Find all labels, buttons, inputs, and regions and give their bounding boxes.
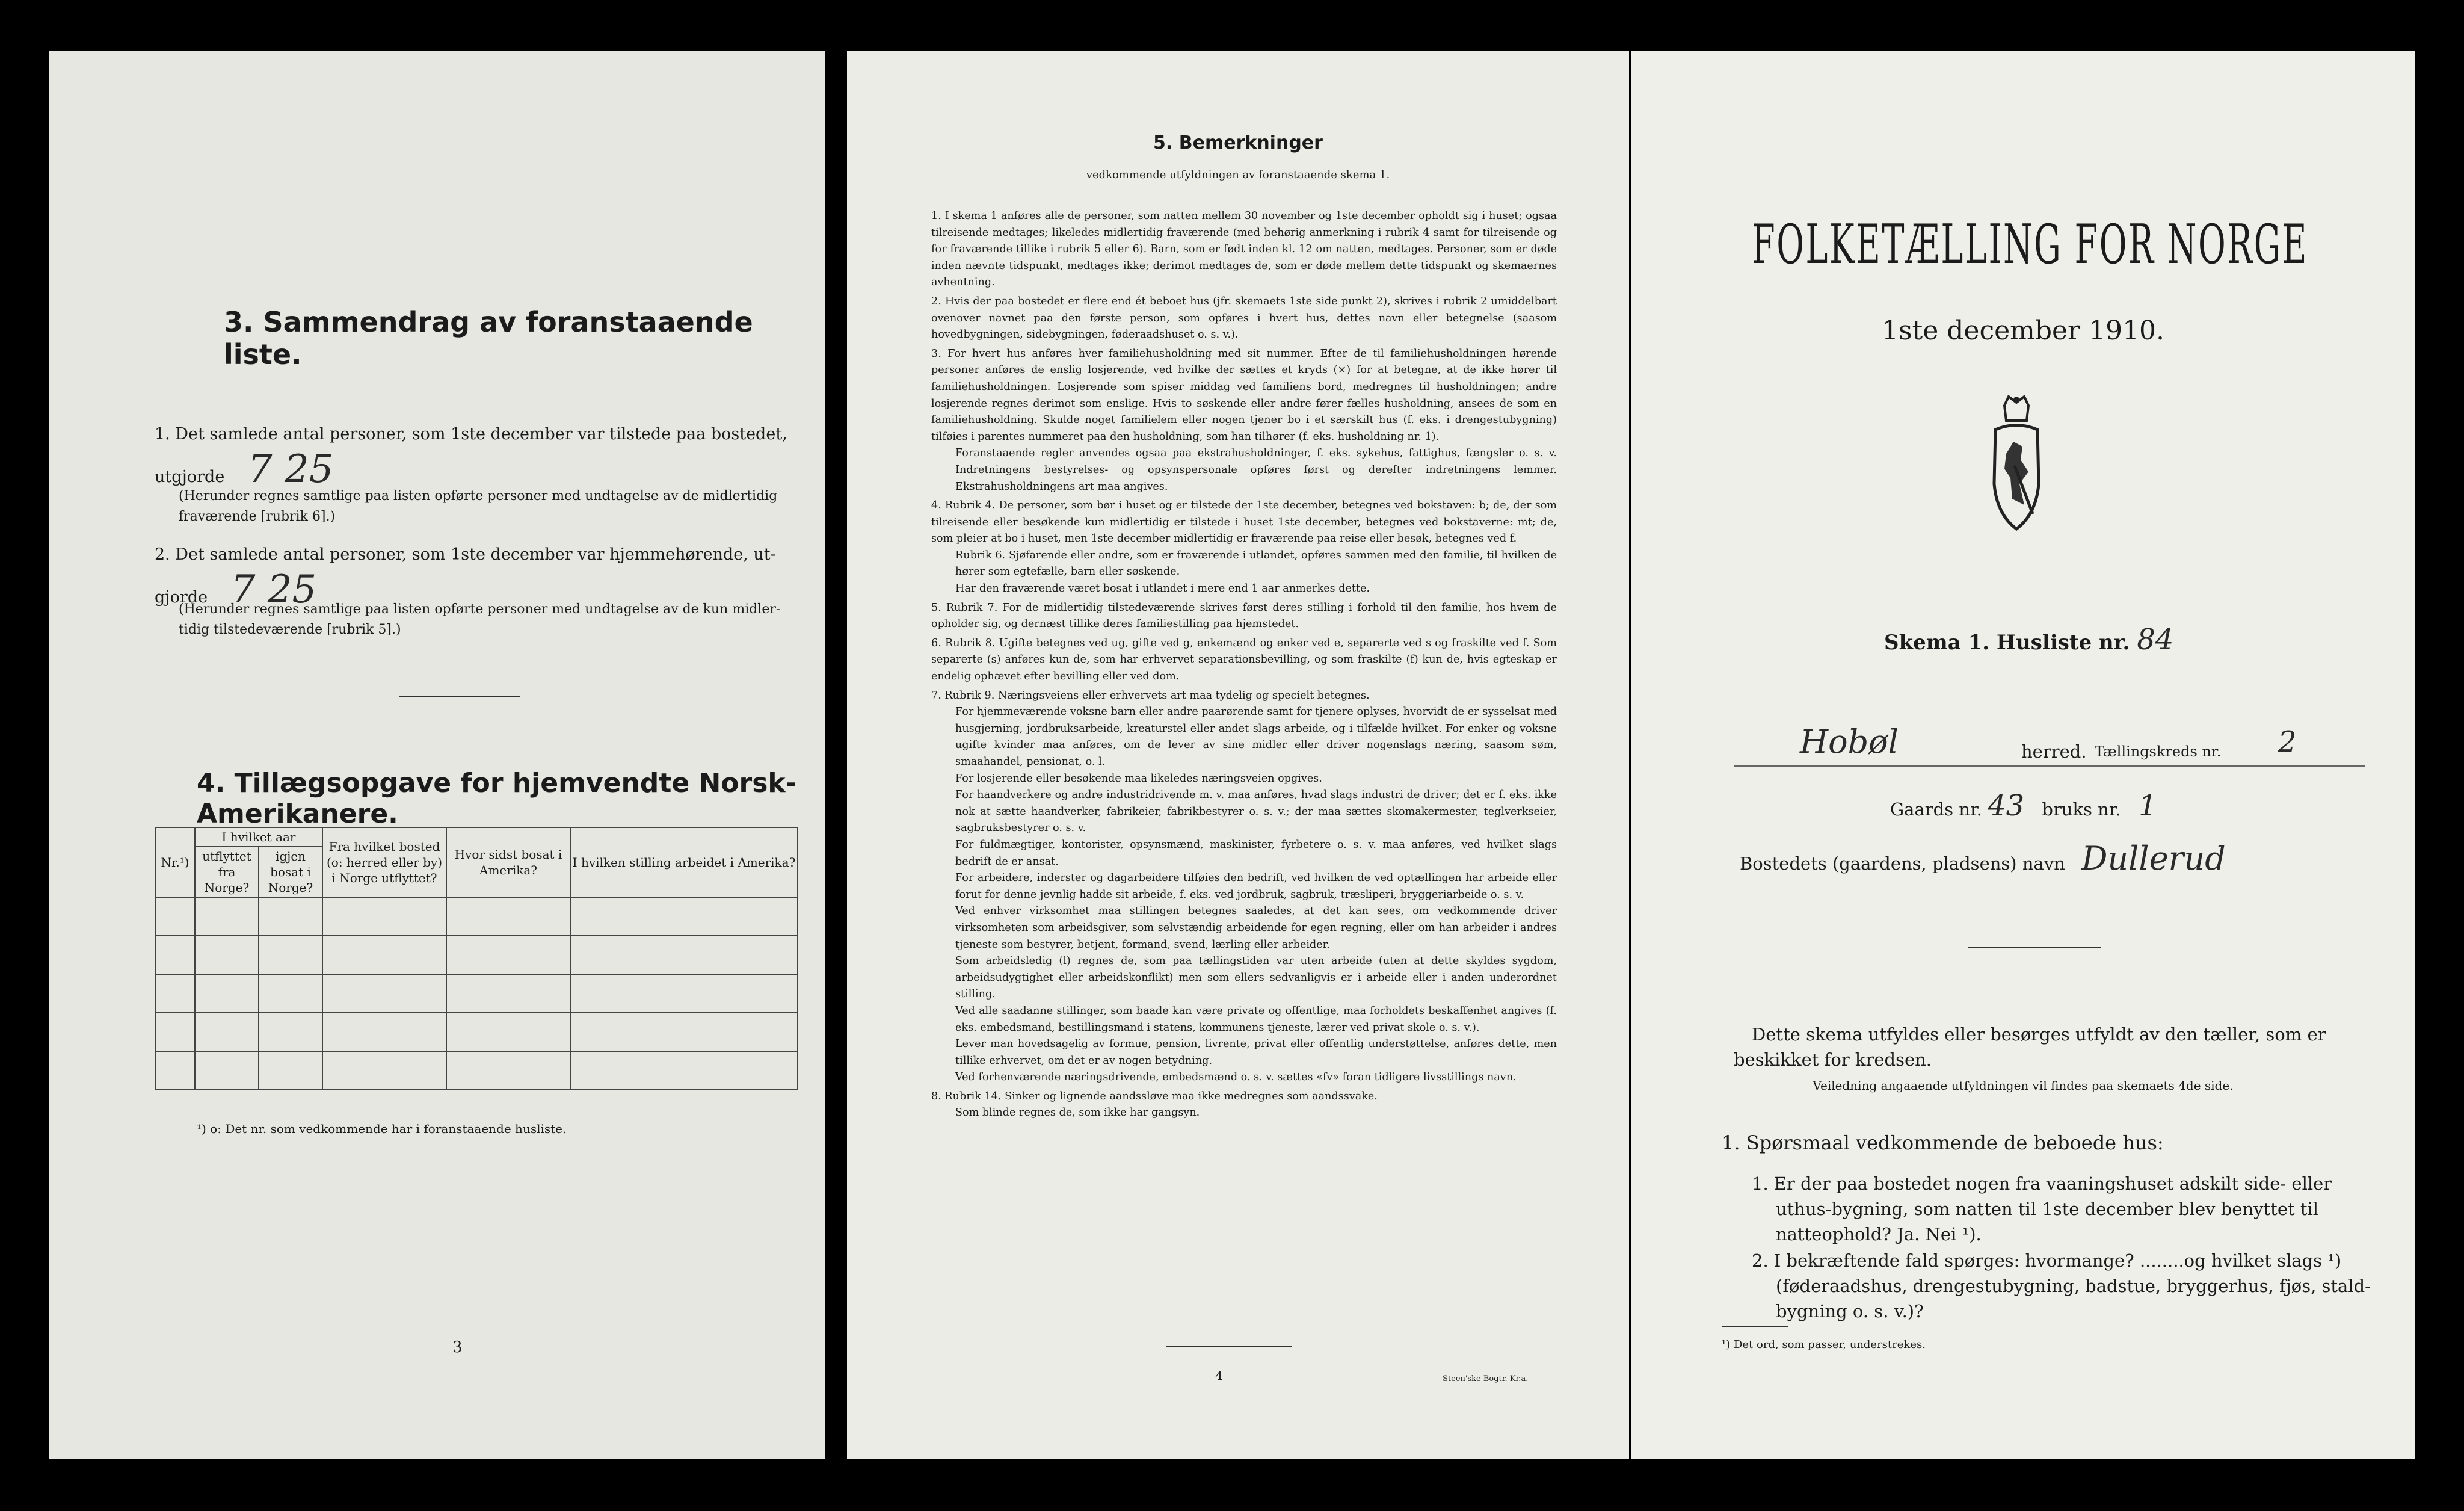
item2-note-a: (Herunder regnes samtlige paa listen opførte personer med undtagelse av de kun midler- — [179, 602, 781, 617]
q2-line-b: (føderaadshus, drengestubygning, badstue, bryggerhus, fjøs, stald- — [1776, 1276, 2371, 1296]
item2-note — [179, 599, 810, 640]
question-1 — [1752, 1171, 2401, 1247]
divider — [399, 696, 520, 697]
th-utflyttet: utflyttet fra Norge? — [195, 847, 259, 897]
item1-text — [155, 422, 804, 492]
skema-label — [1884, 623, 2174, 657]
herred-value: Hobøl — [1800, 723, 1899, 761]
remark-p3: 3. For hvert hus anføres hver familiehusholdning med sit nummer. Efter de til familiehusholdningen hørende personer anføres de enslig losjerende, ved hvilke der sættes et kryds (×) for at betegne, at de ikke hører til familiehusholdningen. Losjerende som spiser middag ved familiens bord, medregnes til husholdningen; andre losjerende regnes derimot som enslige. Hvis to søskende eller andre fører fælles husholdning, ansees de som en familiehusholdning. Skulde noget familielem eller nogen tjener bo i et særskilt hus (f. eks. i drengestubygning) tilføies i parentes nummeret paa den husholdning, som han tilhører (f. eks. husholdning nr. 1). — [931, 347, 1557, 443]
table-row — [155, 974, 798, 1013]
bruks-label: bruks nr. — [2042, 799, 2121, 820]
coat-of-arms-icon — [1977, 394, 2056, 538]
remark-p6: Rubrik 6. Sjøfarende eller andre, som er fraværende i utlandet, opføres sammen med den familie, til hvilken de hører som egtefælle, barn eller søskende. — [955, 549, 1557, 578]
remark-p14: For fuldmægtiger, kontorister, opsynsmænd, maskinister, fyrbetere o. s. v. maa anføres, ved hvilket slags bedrift de er ansat. — [955, 838, 1557, 868]
remark-p11: For hjemmeværende voksne barn eller andre paarørende samt for tjenere oplyses, hvorvidt de er sysselsat med husgjerning, jordbruksarbeide, kreaturstel eller andet slags arbeide, og i tilfælde hvilket. For enker og voksne ugifte kvinder maa anføres, om de lever av sine midler eller driver nogenslags næring, saasom søm, smaahandel, pensionat, o. l. — [955, 706, 1557, 768]
remark-p10: 7. Rubrik 9. Næringsveiens eller erhvervets art maa tydelig og specielt betegnes. — [931, 689, 1370, 702]
remark-p4: Foranstaaende regler anvendes ogsaa paa ekstrahusholdninger, f. eks. sykehus, fattighus, fængsler o. s. v. Indretningens bestyrelses- og opsynspersonale opføres først og derefter indretningens lemmer. Ekstrahusholdningens art maa angives. — [955, 447, 1557, 493]
table-row — [155, 897, 798, 936]
q1-line-b: uthus-bygning, som natten til 1ste december blev benyttet til — [1776, 1199, 2319, 1219]
page-number: 4 — [1215, 1368, 1223, 1383]
remarks-title: 5. Bemerkninger — [1153, 132, 1323, 153]
printer-mark: Steen'ske Bogtr. Kr.a. — [1443, 1374, 1529, 1383]
norsk-amerikanere-table — [155, 827, 798, 1090]
remark-p8: 5. Rubrik 7. For de midlertidig tilstedeværende skrives først deres stilling i forhold til den familie, hos hvem de opholder sig, og dernæst tillike deres familiestilling paa hjemstedet. — [931, 601, 1557, 631]
divider — [1968, 947, 2101, 948]
item1-note-b: fraværende [rubrik 6].) — [179, 509, 336, 524]
remark-p20: Ved forhenværende næringsdrivende, embedsmænd o. s. v. sættes «fv» foran tidligere livsstillings navn. — [955, 1071, 1517, 1084]
remark-p12: For losjerende eller besøkende maa likeledes næringsveien opgives. — [955, 772, 1322, 785]
q1-line-a: 1. Er der paa bostedet nogen fra vaaningshuset adskilt side- eller — [1752, 1173, 2332, 1194]
gaards-value: 43 — [1988, 789, 2025, 823]
remarks-body — [931, 208, 1557, 1122]
gaards-label: Gaards nr. — [1890, 799, 1982, 820]
q1-line-c: natteophold? Ja. Nei ¹). — [1776, 1224, 1982, 1244]
q2-line-a: 2. I bekræftende fald spørges: hvormange? ........og hvilket slags ¹) — [1752, 1250, 2342, 1271]
remark-p19: Lever man hovedsagelig av formue, pension, livrente, privat eller offentlig understøttelse, anføres dette, men tillike erhvervet, om det er av nogen betydning. — [955, 1038, 1557, 1067]
page-middle — [847, 51, 1629, 1459]
th-igjen: igjen bosat i Norge? — [259, 847, 322, 897]
item1-value: 7 25 — [247, 447, 334, 492]
husliste-nr: 84 — [2137, 623, 2174, 657]
herred-underline — [1734, 765, 2365, 767]
q2-line-c: bygning o. s. v.)? — [1776, 1301, 1924, 1321]
th-stilling: I hvilken stilling arbeidet i Amerika? — [570, 827, 798, 897]
remark-p17: Som arbeidsledig (l) regnes de, som paa tællingstiden var uten arbeide (uten at dette skyldes sygdom, arbeidsudygtighet eller arbeidskonflikt) men som ellers sedvanligvis er i arbeide eller i anden underordnet stilling. — [955, 955, 1557, 1001]
remark-p21: 8. Rubrik 14. Sinker og lignende aandssløve maa ikke medregnes som aandssvake. — [931, 1090, 1378, 1102]
th-fra-hvilket: Fra hvilket bosted (o: herred eller by) i Norge utflyttet? — [322, 827, 446, 897]
item2-value: 7 25 — [230, 567, 317, 612]
remark-p5: 4. Rubrik 4. De personer, som bør i huset og er tilstede der 1ste december, betegnes ved bokstaven: b; de, der som tilreisende eller besøkende kun midlertidig er tilstede i huset 1ste december, betegnes ved bokstaverne: mt; de, som pleier at bo i huset, men 1ste december midlertidig er fraværende paa reise eller besøk, betegnes ved f. — [931, 499, 1557, 545]
page-right — [1631, 51, 2415, 1459]
question-2 — [1752, 1248, 2401, 1324]
table-row — [155, 1013, 798, 1051]
veiledning: Veiledning angaaende utfyldningen vil findes paa skemaets 4de side. — [1813, 1078, 2234, 1093]
skema-label-text: Skema 1. Husliste nr. — [1884, 631, 2130, 655]
remark-p2: 2. Hvis der paa bostedet er flere end ét beboet hus (jfr. skemaets 1ste side punkt 2), skrives i rubrik 2 umiddelbart ovenover navnet paa den første person, som opføres i hvert hus, dettes navn eller betegnelse (saasom hovedbygningen, sidebygningen, føderaadshuset o. s. v.). — [931, 295, 1557, 341]
section4-title: 4. Tillægsopgave for hjemvendte Norsk-Amerikanere. — [197, 768, 796, 829]
remark-p1: 1. I skema 1 anføres alle de personer, som natten mellem 30 november og 1ste december opholdt sig i huset; ogsaa tilreisende medtages; likeledes midlertidig fraværende (med behørig anmerkning i rubrik 4 samt for tilreisende og for fraværende tillike i rubrik 5 eller 6). Barn, som er født inden kl. 12 om natten, medtages. Personer, som er døde inden nævnte tidspunkt, medtages ikke; derimot medtages de, som er døde mellem dette tidspunkt og skemaernes avhentning. — [931, 210, 1557, 289]
remark-p9: 6. Rubrik 8. Ugifte betegnes ved ug, gifte ved g, enkemænd og enker ved e, separerte ved s og fraskilte ved f. Som separerte (s) anføres kun de, som har erhvervet separationsbevilling, og som fraskilte (f) kun de, hvis egteskap er endelig ophævet efter bevilling eller ved dom. — [931, 637, 1557, 683]
item2-line-a: 2. Det samlede antal personer, som 1ste december var hjemmehørende, ut- — [155, 545, 776, 564]
remark-p16: Ved enhver virksomhet maa stillingen betegnes saaledes, at det kan sees, om vedkommende driver virksomheten som arbeidsgiver, som selvstændig arbeidende for egen regning, eller om han arbeider i andres tjeneste som bestyrer, betjent, formand, svend, lærling eller arbeider. — [955, 905, 1557, 951]
remark-p13: For haandverkere og andre industridrivende m. v. maa anføres, hvad slags industri de driver; det er f. eks. ikke nok at sætte haandverker, fabrikeier, fabrikbestyrer o. s. v.; der maa sættes skomakermester, teglverkseier, sagbruksbestyrer o. s. v. — [955, 789, 1557, 835]
intro-text — [1734, 1022, 2389, 1072]
bosted-label: Bostedets (gaardens, pladsens) navn — [1740, 853, 2065, 874]
remark-p15: For arbeidere, inderster og dagarbeidere tilføies den bedrift, ved hvilken de ved optællingen har arbeide eller forut for denne jevnlig hadde sit arbeide, f. eks. ved jordbruk, sagbruk, træsliperi, bryggeriarbeide o. s. v. — [955, 872, 1557, 901]
kreds-label: Tællingskreds nr. — [2095, 743, 2222, 760]
kreds-value: 2 — [2278, 725, 2297, 759]
item1-line-b: utgjorde — [155, 468, 225, 486]
th-hvilket-aar: I hvilket aar — [195, 827, 322, 847]
remark-p22: Som blinde regnes de, som ikke har gangsyn. — [955, 1107, 1200, 1119]
gaards-line — [1890, 789, 2311, 823]
th-nr: Nr.¹) — [155, 827, 195, 897]
intro-line-b: beskikket for kredsen. — [1734, 1049, 1932, 1070]
remarks-subtitle: vedkommende utfyldningen av foranstaaende skema 1. — [1086, 168, 1390, 181]
item1-note — [179, 486, 810, 527]
table-footnote: ¹) o: Det nr. som vedkommende har i foranstaaende husliste. — [197, 1122, 567, 1136]
item1-line-a: 1. Det samlede antal personer, som 1ste december var tilstede paa bostedet, — [155, 425, 787, 443]
census-title: FOLKETÆLLING FOR NORGE — [1752, 213, 2308, 276]
page-left — [49, 51, 825, 1459]
census-date: 1ste december 1910. — [1881, 315, 2165, 346]
remark-p18: Ved alle saadanne stillinger, som baade kan være private og offentlige, maa forholdets beskaffenhet angives (f. eks. embedsmand, bestillingsmand i statens, kommunens tjeneste, lærer ved privat skole o. s. v.). — [955, 1004, 1557, 1034]
item2-line-b: gjorde — [155, 588, 208, 607]
herred-label: herred. — [2021, 741, 2087, 762]
footnote-rule — [1722, 1326, 1788, 1327]
intro-line-a: Dette skema utfyldes eller besørges utfyldt av den tæller, som er — [1752, 1024, 2326, 1045]
bosted-line — [1740, 839, 2371, 877]
bruks-value: 1 — [2138, 789, 2157, 823]
item1-note-a: (Herunder regnes samtlige paa listen opførte personer med undtagelse av de midlertidig — [179, 489, 778, 504]
item2-note-b: tidig tilstedeværende [rubrik 5].) — [179, 622, 401, 637]
bosted-value: Dullerud — [2081, 839, 2226, 877]
questions-heading: 1. Spørsmaal vedkommende de beboede hus: — [1722, 1131, 2164, 1154]
table-row — [155, 1051, 798, 1090]
th-hvor-sidst: Hvor sidst bosat i Amerika? — [446, 827, 570, 897]
herred-line — [1734, 723, 2365, 762]
section3-title: 3. Sammendrag av foranstaaende liste. — [224, 306, 753, 371]
page-number: 3 — [452, 1338, 463, 1356]
table-row — [155, 936, 798, 974]
footnote: ¹) Det ord, som passer, understrekes. — [1722, 1338, 1926, 1351]
divider — [1166, 1346, 1292, 1347]
remark-p7: Har den fraværende været bosat i utlandet i mere end 1 aar anmerkes dette. — [955, 582, 1370, 595]
